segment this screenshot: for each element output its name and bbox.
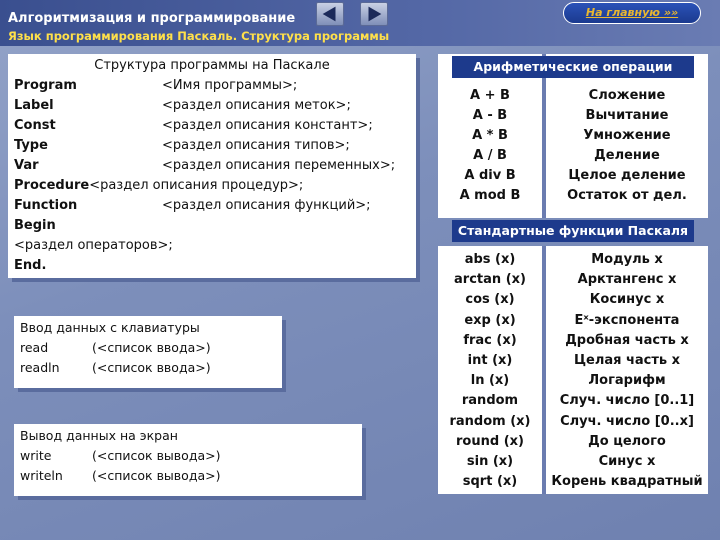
func-call: sqrt (x) bbox=[462, 474, 518, 490]
func-call: int (x) bbox=[467, 353, 513, 368]
func-call: cos (x) bbox=[465, 292, 515, 308]
arith-table bbox=[438, 54, 708, 218]
output-panel bbox=[14, 424, 362, 496]
func-call: ln (x) bbox=[470, 373, 510, 389]
structure-row bbox=[14, 98, 351, 113]
func-description: Eˣ-экспонента bbox=[574, 312, 680, 328]
func-description: Косинус x bbox=[589, 292, 665, 308]
func-description: Корень квадратный bbox=[551, 474, 703, 490]
structure-row bbox=[14, 258, 46, 273]
structure-keyword: Function bbox=[14, 198, 78, 213]
structure-description: <раздел операторов>; bbox=[14, 238, 173, 253]
structure-description: <раздел описания констант>; bbox=[162, 118, 373, 133]
structure-description: <Имя программы>; bbox=[162, 78, 298, 93]
arith-operation: A * B bbox=[472, 128, 508, 143]
func-call: sin (x) bbox=[466, 454, 514, 469]
structure-keyword: End. bbox=[14, 258, 47, 273]
arrow-right-icon bbox=[361, 3, 387, 25]
func-description: Дробная часть x bbox=[565, 332, 689, 348]
func-description: Арктангенс x bbox=[577, 272, 677, 288]
input-row bbox=[20, 360, 211, 375]
func-description: Синус x bbox=[598, 454, 656, 469]
structure-title: Структура программы на Паскале bbox=[94, 58, 330, 73]
structure-row bbox=[14, 78, 298, 93]
input-panel bbox=[14, 316, 282, 388]
structure-row bbox=[14, 218, 56, 233]
structure-row bbox=[14, 178, 303, 193]
input-cmd: readln bbox=[20, 360, 60, 375]
structure-panel bbox=[8, 54, 416, 278]
structure-row bbox=[14, 158, 396, 173]
output-cmd: write bbox=[20, 448, 52, 463]
page-title: Алгоритмизация и программирование bbox=[8, 11, 296, 26]
arith-description: Целое деление bbox=[568, 168, 686, 183]
arith-operation: A / B bbox=[473, 148, 507, 163]
func-call: arctan (x) bbox=[454, 272, 526, 288]
arith-description: Остаток от дел. bbox=[567, 188, 687, 203]
func-description: До целого bbox=[588, 433, 666, 449]
func-call: random (x) bbox=[449, 413, 531, 429]
output-title: Вывод данных на экран bbox=[20, 428, 178, 443]
func-call: exp (x) bbox=[464, 312, 516, 328]
structure-keyword: Begin bbox=[14, 218, 56, 233]
output-row bbox=[20, 468, 221, 483]
arith-operation: A - B bbox=[472, 108, 508, 123]
input-arg: (<список ввода>) bbox=[92, 340, 211, 355]
arith-operation: A div B bbox=[464, 168, 516, 183]
structure-keyword: Label bbox=[14, 98, 54, 113]
output-cmd: writeln bbox=[20, 468, 63, 483]
arith-operation: A + B bbox=[470, 88, 510, 103]
func-call: round (x) bbox=[456, 433, 524, 449]
input-row bbox=[20, 340, 211, 355]
func-call: abs (x) bbox=[464, 252, 516, 267]
structure-keyword: Program bbox=[14, 78, 77, 93]
arrow-left-icon bbox=[317, 3, 343, 25]
func-description: Случ. число [0..x] bbox=[560, 413, 694, 429]
structure-keyword: Var bbox=[14, 158, 39, 173]
structure-description: <раздел описания типов>; bbox=[162, 138, 350, 153]
input-title: Ввод данных с клавиатуры bbox=[20, 320, 200, 335]
func-call: random bbox=[461, 393, 519, 409]
home-menu-button[interactable]: На главную »» bbox=[563, 2, 701, 24]
arith-description: Сложение bbox=[588, 88, 666, 103]
structure-row bbox=[14, 138, 350, 153]
structure-keyword: Const bbox=[14, 118, 56, 133]
funcs-table bbox=[438, 246, 708, 494]
arith-description: Деление bbox=[594, 148, 660, 163]
next-slide-button[interactable] bbox=[360, 2, 388, 26]
structure-row bbox=[14, 118, 373, 133]
output-arg: (<список вывода>) bbox=[92, 448, 221, 463]
arith-description: Умножение bbox=[583, 128, 671, 143]
func-description: Логарифм bbox=[588, 373, 666, 389]
prev-slide-button[interactable] bbox=[316, 2, 344, 26]
func-description: Случ. число [0..1] bbox=[559, 393, 695, 409]
arith-operation: A mod B bbox=[459, 188, 521, 203]
func-description: Целая часть x bbox=[573, 353, 681, 368]
structure-keyword: Procedure bbox=[14, 178, 90, 193]
structure-row bbox=[14, 238, 173, 253]
structure-description: <раздел описания процедур>; bbox=[89, 178, 304, 193]
arith-heading: Арифметические операции bbox=[452, 56, 694, 78]
input-cmd: read bbox=[20, 340, 49, 355]
structure-row bbox=[14, 198, 371, 213]
structure-keyword: Type bbox=[14, 138, 48, 153]
structure-description: <раздел описания переменных>; bbox=[162, 158, 396, 173]
page-subtitle: Язык программирования Паскаль. Структура программы bbox=[8, 29, 390, 43]
func-call: frac (x) bbox=[463, 332, 517, 348]
structure-description: <раздел описания меток>; bbox=[162, 98, 351, 113]
funcs-heading: Стандартные функции Паскаля bbox=[452, 220, 694, 242]
func-description: Модуль x bbox=[591, 252, 663, 267]
structure-description: <раздел описания функций>; bbox=[162, 198, 371, 213]
output-row bbox=[20, 448, 221, 463]
arith-description: Вычитание bbox=[585, 108, 669, 123]
output-arg: (<список вывода>) bbox=[92, 468, 221, 483]
input-arg: (<список ввода>) bbox=[92, 360, 211, 375]
